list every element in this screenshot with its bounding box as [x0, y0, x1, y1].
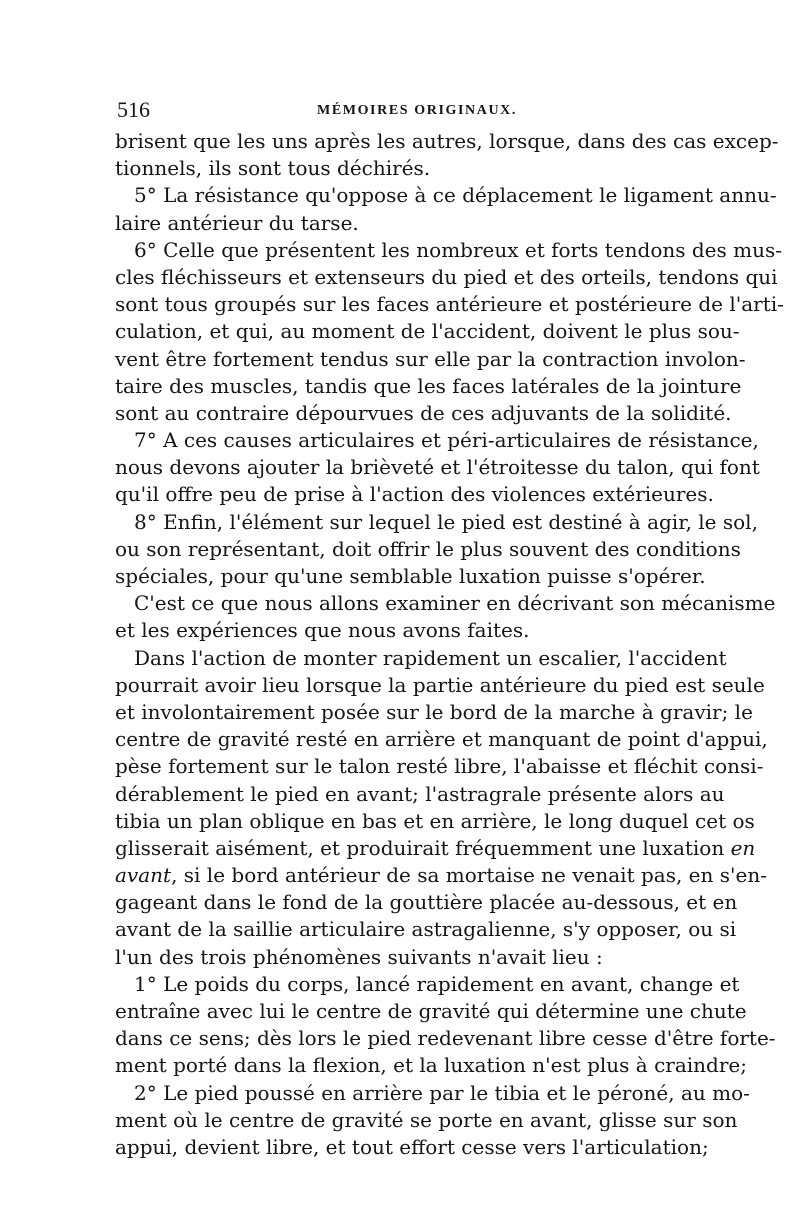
text-line: tionnels, ils sont tous déchirés.	[115, 156, 431, 181]
text-line: 8° Enfin, l'élément sur lequel le pied est destiné à agir, le sol,	[134, 509, 758, 534]
text-line: pourrait avoir lieu lorsque la partie antérieure du pied est seule	[115, 672, 765, 697]
text-line: sont tous groupés sur les faces antérieure et postérieure de l'arti-	[115, 292, 784, 317]
italic-word: en	[730, 835, 756, 860]
text-line: tibia un plan oblique en bas et en arrière, le long duquel cet os	[115, 808, 755, 833]
text-line: ment porté dans la flexion, et la luxation n'est plus à craindre;	[115, 1053, 747, 1078]
body-text	[115, 128, 784, 1161]
text-line: appui, devient libre, et tout effort cesse vers l'articulation;	[115, 1134, 709, 1159]
text-line: culation, et qui, au moment de l'accident, doivent le plus sou-	[115, 319, 740, 344]
text-line: 6° Celle que présentent les nombreux et forts tendons des mus-	[134, 237, 782, 262]
text-line: avant de la saillie articulaire astragalienne, s'y opposer, ou si	[115, 917, 737, 942]
text-line-with-italic	[115, 862, 767, 889]
text-line: 7° A ces causes articulaires et péri-articulaires de résistance,	[134, 428, 759, 453]
text-line: 5° La résistance qu'oppose à ce déplacement le ligament annu-	[134, 183, 777, 208]
text-fragment: , si le bord antérieur de sa mortaise ne venait pas, en s'en-	[171, 863, 767, 888]
text-line: sont au contraire dépourvues de ces adjuvants de la solidité.	[115, 400, 732, 425]
text-line: l'un des trois phénomènes suivants n'avait lieu :	[115, 944, 603, 969]
text-line: spéciales, pour qu'une semblable luxation puisse s'opérer.	[115, 564, 706, 588]
text-line-with-italic	[115, 835, 756, 862]
text-line: gageant dans le fond de la gouttière placée au-dessous, et en	[115, 890, 738, 915]
text-line: Dans l'action de monter rapidement un escalier, l'accident	[134, 645, 727, 670]
text-line: taire des muscles, tandis que les faces latérales de la jointure	[115, 373, 742, 398]
text-line: cles fléchisseurs et extenseurs du pied et des orteils, tendons qui	[115, 264, 778, 289]
text-fragment: glisserait aisément, et produirait fréquemment une luxation	[115, 835, 725, 860]
text-line: qu'il offre peu de prise à l'action des violences extérieures.	[115, 482, 714, 507]
italic-word: avant	[115, 863, 172, 888]
running-head: MÉMOIRES ORIGINAUX.	[317, 103, 517, 118]
text-line: brisent que les uns après les autres, lorsque, dans des cas excep-	[115, 129, 779, 153]
page-number: 516	[117, 97, 150, 122]
text-line: laire antérieur du tarse.	[115, 210, 359, 235]
text-line: vent être fortement tendus sur elle par la contraction involon-	[115, 346, 746, 371]
text-line: C'est ce que nous allons examiner en décrivant son mécanisme	[134, 591, 776, 616]
text-line: dans ce sens; dès lors le pied redevenant libre cesse d'être forte-	[115, 1026, 776, 1051]
text-line: ment où le centre de gravité se porte en avant, glisse sur son	[115, 1107, 738, 1132]
text-line: centre de gravité resté en arrière et manquant de point d'appui,	[115, 727, 768, 752]
text-line: 2° Le pied poussé en arrière par le tibia et le péroné, au mo-	[134, 1080, 750, 1105]
text-line: 1° Le poids du corps, lancé rapidement en avant, change et	[134, 971, 740, 996]
text-line: et involontairement posée sur le bord de la marche à gravir; le	[115, 699, 753, 724]
text-line: dérablement le pied en avant; l'astragrale présente alors au	[115, 781, 725, 806]
text-line: entraîne avec lui le centre de gravité qui détermine une chute	[115, 999, 747, 1023]
text-line: ou son représentant, doit offrir le plus souvent des conditions	[115, 536, 741, 561]
page-header	[117, 97, 685, 123]
text-line: pèse fortement sur le talon resté libre, l'abaisse et fléchit consi-	[115, 754, 764, 779]
text-line: nous devons ajouter la brièveté et l'étroitesse du talon, qui font	[115, 455, 760, 480]
text-line: et les expériences que nous avons faites.	[115, 618, 530, 643]
